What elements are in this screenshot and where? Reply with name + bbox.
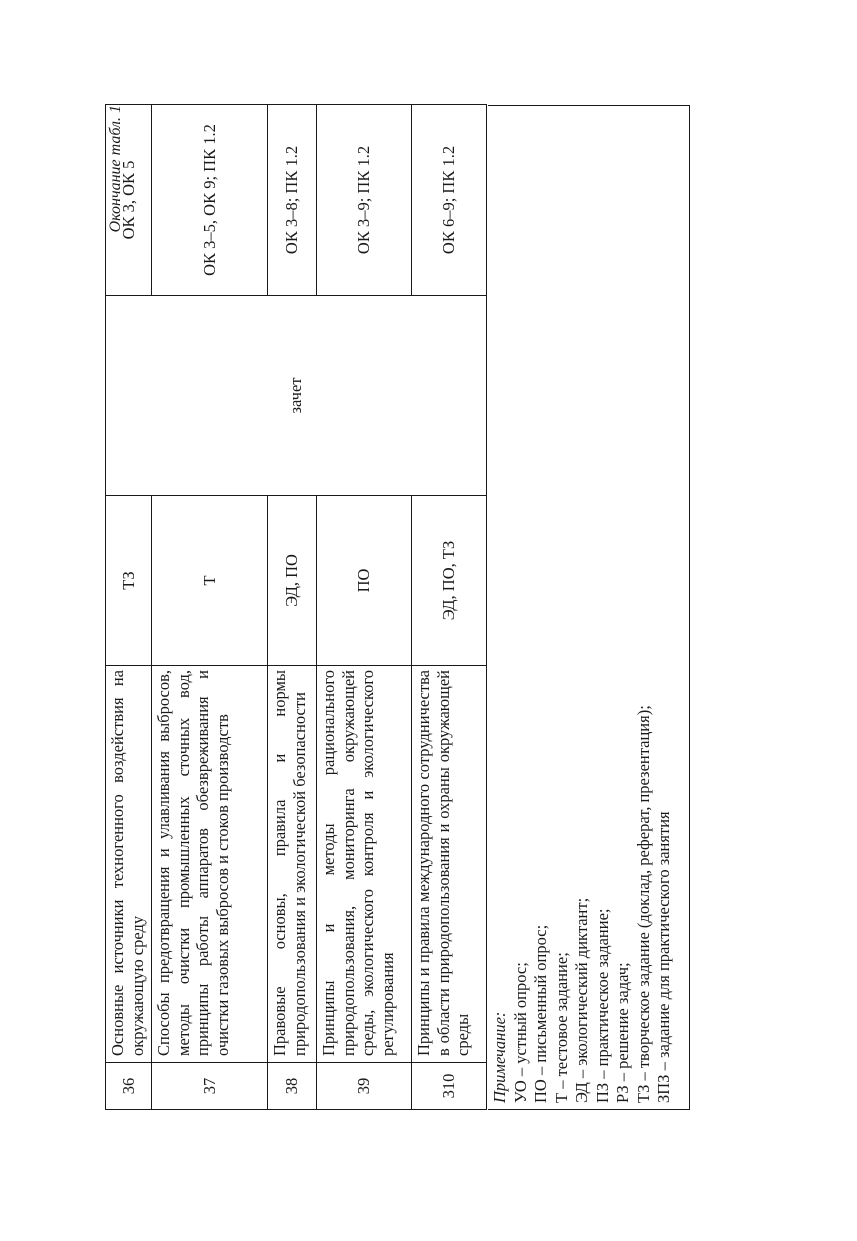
row-number: 36 — [106, 1063, 152, 1110]
table-note — [488, 105, 690, 1110]
row-control-form: ЭД, ПО, ТЗ — [412, 496, 487, 666]
row-competences: ОК 3–9; ПК 1.2 — [317, 105, 412, 296]
note-line: РЗ – решение задач; — [613, 962, 632, 1103]
row-content: Основные источники техногенного воздействия на окружающую среду — [106, 666, 152, 1063]
row-number: 38 — [268, 1063, 317, 1110]
row-attestation: зачет — [106, 296, 487, 496]
note-line: ЭД – экологический диктант; — [572, 897, 591, 1103]
note-line: ПЗ – практическое задание; — [592, 908, 612, 1103]
note-title: Примечание: — [490, 1011, 509, 1103]
row-number: 39 — [317, 1063, 412, 1110]
table-row — [152, 105, 268, 1110]
competences-table — [105, 104, 487, 1110]
row-control-form: ТЗ — [106, 496, 152, 666]
row-content: Правовые основы, правила и нормы природопользования и экологической безопасности — [268, 666, 317, 1063]
row-number: 37 — [152, 1063, 268, 1110]
row-content: Принципы и правила международного сотрудничества в области природопользования и охраны окружающей среды — [412, 666, 487, 1063]
row-control-form: ЭД, ПО — [268, 496, 317, 666]
table-row — [268, 105, 317, 1110]
row-content: Способы предотвращения и улавливания выбросов, методы очистки промышленных сточных вод, принципы работы аппаратов обезвреживания и очистки газовых выбросов и стоков производств — [152, 666, 268, 1063]
row-content: Принципы и методы рационального природопользования, мониторинга окружающей среды, экологического контроля и экологического регулирования — [317, 666, 412, 1063]
rotated-page-content — [105, 105, 690, 1110]
row-competences: ОК 6–9; ПК 1.2 — [412, 105, 487, 296]
note-line: ПО – письменный опрос; — [531, 924, 550, 1103]
table-row — [106, 105, 152, 1110]
note-line: ЗПЗ – задание для практического занятия — [654, 811, 673, 1103]
note-line: УО – устный опрос; — [510, 962, 530, 1103]
row-number: 310 — [412, 1063, 487, 1110]
row-control-form: ПО — [317, 496, 412, 666]
row-control-form: Т — [152, 496, 268, 666]
note-line: ТЗ – творческое задание (доклад, реферат, презентация); — [633, 705, 653, 1103]
table-caption: Окончание табл. 1 — [107, 105, 124, 233]
row-competences: ОК 3, ОК 5 — [106, 105, 152, 296]
note-line: Т – тестовое задание; — [551, 952, 571, 1103]
row-competences: ОК 3–8; ПК 1.2 — [268, 105, 317, 296]
table-row — [317, 105, 412, 1110]
row-competences: ОК 3–5, ОК 9; ПК 1.2 — [152, 105, 268, 296]
table-row — [412, 105, 487, 1110]
